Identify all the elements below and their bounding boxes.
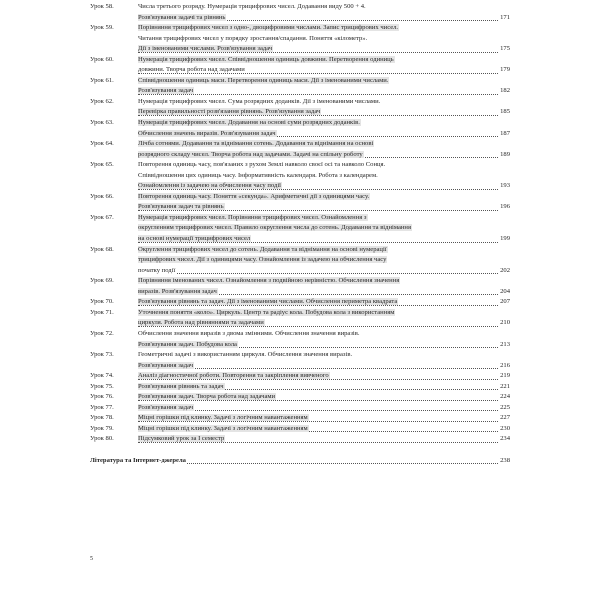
toc-entry: [90, 34, 510, 45]
toc-entry: [90, 361, 510, 372]
dot-leader: [138, 210, 498, 211]
page-ref: 219: [499, 371, 510, 382]
toc-entry: [90, 350, 510, 361]
toc-entry: [90, 129, 510, 140]
lesson-title: Співвідношення одиниць маси. Перетворення одиниць маси. Дії з іменованими числами.: [138, 76, 389, 84]
lesson-number: Урок 78.: [90, 414, 114, 422]
page-ref: 185: [499, 107, 510, 118]
toc-entry: [90, 223, 510, 234]
toc-entry: [90, 297, 510, 308]
lesson-title: розрядного складу чисел. Творча робота над задачами. Задачі на спільну роботу: [138, 150, 363, 158]
toc-entry: [90, 192, 510, 203]
toc-entry: [90, 181, 510, 192]
page-ref: 234: [499, 434, 510, 445]
lesson-title: Нумерація трицифрових чисел. Сума розрядних доданків. Дії з іменованими числами.: [138, 97, 381, 105]
page-ref: 213: [499, 340, 510, 351]
toc-entry: [90, 44, 510, 55]
page-ref: 189: [499, 150, 510, 161]
toc-entry: [90, 118, 510, 129]
toc-entry: [90, 160, 510, 171]
lesson-number: Урок 71.: [90, 308, 114, 316]
lesson-title: довжини. Творча робота над задачами: [138, 66, 245, 74]
toc-entry: [90, 382, 510, 393]
lesson-title: початку події: [138, 266, 176, 274]
lesson-title: Нумерація трицифрових чисел. Додавання на основі суми розрядних доданків.: [138, 119, 360, 127]
page-ref: 238: [499, 456, 510, 467]
toc-entry: [90, 276, 510, 287]
toc-entry: [90, 424, 510, 435]
lesson-number: Урок 64.: [90, 140, 114, 148]
lesson-number: Урок 67.: [90, 213, 114, 221]
toc-entry: [90, 434, 510, 445]
toc-entry: [90, 245, 510, 256]
lesson-number: Урок 59.: [90, 24, 114, 32]
page-ref: 225: [499, 403, 510, 414]
toc-entry: [90, 202, 510, 213]
lesson-title: Лічба сотнями. Додавання та віднімання сотень. Додавання та віднімання на основі: [138, 140, 374, 148]
toc-entry: [90, 413, 510, 424]
page-ref: 202: [499, 266, 510, 277]
lesson-title: Порівняння трицифрових чисел з одно-, двоцифровими числами. Запис трицифрових чисел.: [138, 24, 399, 32]
toc-entry: [90, 392, 510, 403]
lesson-number: Урок 75.: [90, 382, 114, 390]
dot-leader: [138, 305, 498, 306]
page-number: 5: [90, 556, 93, 562]
toc-entry: [90, 76, 510, 87]
page-ref: 216: [499, 361, 510, 372]
page-ref: 175: [499, 44, 510, 55]
lesson-number: Урок 70.: [90, 298, 114, 306]
lesson-title: Числа третього розряду. Нумерація трицифрових чисел. Додавання виду 500 + 4.: [138, 3, 366, 10]
toc-entry: [90, 234, 510, 245]
toc-entry: [90, 371, 510, 382]
dot-leader: [138, 115, 498, 116]
lesson-number: Урок 66.: [90, 192, 114, 200]
lesson-title: Розв'язування задач: [138, 361, 194, 369]
lesson-title: Міцні горішки під клинку. Задачі з логічним навантаженням: [138, 424, 308, 432]
lesson-title: на основі нумерації трицифрових чисел: [138, 235, 251, 243]
lesson-title: виразів. Розв'язування задач: [138, 287, 217, 295]
section-title: Література та Інтернет-джерела: [90, 456, 186, 464]
page-ref: 171: [499, 13, 510, 24]
lesson-number: Урок 69.: [90, 277, 114, 285]
page-ref: 221: [499, 382, 510, 393]
toc-entry: [90, 150, 510, 161]
lesson-title: Розв'язування рівнянь та задач: [138, 382, 224, 390]
lesson-title: Порівняння іменованих чисел. Ознайомлення з подвійною нерівністю. Обчислення значення: [138, 277, 400, 285]
lesson-title: Розв'язування рівнянь та задач. Дії з іменованими числами. Обчислення периметра квадрата: [138, 298, 398, 306]
toc-entry: [90, 86, 510, 97]
page-ref: 227: [499, 413, 510, 424]
lesson-title: Обчислення значень виразів. Розв'язування задач: [138, 129, 276, 137]
page-ref: 224: [499, 392, 510, 403]
lesson-title: Міцні горішки під клинку. Задачі з логічним навантаженням: [138, 414, 308, 422]
page-ref: 210: [499, 318, 510, 329]
toc-entry: [90, 340, 510, 351]
lesson-number: Урок 60.: [90, 55, 114, 63]
lesson-number: Урок 58.: [90, 3, 114, 10]
toc-entry: [90, 2, 510, 13]
dot-leader: [138, 442, 498, 443]
lesson-title: округленням трицифрових чисел. Правило округлення числа до сотень. Додавання та віднімання: [138, 224, 411, 232]
toc-entry: [90, 287, 510, 298]
toc-entry: [90, 403, 510, 414]
dot-leader: [138, 421, 498, 422]
lesson-title: Розв'язування задач: [138, 87, 194, 95]
lesson-title: Обчислення значення виразів з двома змінними. Обчислення значення виразів.: [138, 329, 360, 337]
lesson-number: Урок 79.: [90, 424, 114, 432]
lesson-title: Розв'язування задач. Творча робота над задачами: [138, 393, 276, 401]
page-ref: 207: [499, 297, 510, 308]
page-ref: 193: [499, 181, 510, 192]
toc-entry: [90, 266, 510, 277]
toc-entry: [90, 13, 510, 24]
table-of-contents: [90, 2, 510, 466]
toc-entry: [90, 171, 510, 182]
lesson-title: Повторення одиниць часу, пов'язаних з рухом Землі навколо своєї осі та навколо Сонця.: [138, 161, 386, 169]
lesson-title: Нумерація трицифрових чисел. Порівняння трицифрових чисел. Ознайомлення з: [138, 213, 367, 221]
lesson-number: Урок 72.: [90, 329, 114, 337]
toc-entry: [90, 97, 510, 108]
lesson-title: Читання трицифрових чисел у порядку зростання/спадання. Поняття «кілометр».: [138, 34, 368, 42]
dot-leader: [138, 326, 498, 327]
lesson-title: трицифрових чисел. Дії з одиницями часу. Ознайомлення із задачею на обчислення часу: [138, 256, 387, 264]
lesson-title: Розв'язування задач: [138, 403, 194, 411]
lesson-title: Аналіз діагностичної роботи. Повторення та закріплення вивченого: [138, 372, 329, 380]
lesson-title: Підсумковий урок за І семестр: [138, 435, 225, 443]
toc-entry: [90, 456, 510, 467]
page-ref: 179: [499, 65, 510, 76]
page-ref: 204: [499, 287, 510, 298]
toc-entry: [90, 213, 510, 224]
lesson-title: Ознайомлення із задачею на обчислення часу події: [138, 182, 282, 190]
toc-entry: [90, 318, 510, 329]
page-ref: 187: [499, 129, 510, 140]
lesson-title: Розв'язування задач та рівнянь: [138, 203, 224, 211]
lesson-title: Нумерація трицифрових чисел. Співвідношення одиниць довжини. Перетворення одиниць: [138, 55, 394, 63]
lesson-number: Урок 63.: [90, 119, 114, 127]
toc-entry: [90, 139, 510, 150]
toc-entry: [90, 65, 510, 76]
toc-entry: [90, 23, 510, 34]
dot-leader: [138, 273, 498, 274]
lesson-number: Урок 73.: [90, 351, 114, 359]
dot-leader: [138, 94, 498, 95]
lesson-title: Розв'язування задачі та рівнянь: [138, 13, 226, 21]
lesson-number: Урок 62.: [90, 97, 114, 105]
lesson-number: Урок 77.: [90, 403, 114, 411]
lesson-number: Урок 65.: [90, 161, 114, 169]
page-ref: 230: [499, 424, 510, 435]
lesson-number: Урок 76.: [90, 393, 114, 401]
toc-entry: [90, 329, 510, 340]
lesson-title: Перевірка правильності розв'язання рівнянь. Розв'язування задач: [138, 108, 321, 116]
lesson-number: Урок 61.: [90, 76, 114, 84]
toc-entry: [90, 107, 510, 118]
toc-entry: [90, 255, 510, 266]
lesson-title: циркуля. Робота над рівняннями та задачами: [138, 319, 264, 327]
lesson-number: Урок 80.: [90, 435, 114, 443]
lesson-title: Округлення трицифрових чисел до сотень. Додавання та віднімання на основі нумерації: [138, 245, 387, 253]
lesson-title: Розв'язування задач. Побудова кола: [138, 340, 237, 348]
page-ref: 196: [499, 202, 510, 213]
lesson-title: Дії з іменованими числами. Розв'язування задач: [138, 45, 273, 53]
lesson-title: Геометричні задачі з використанням циркуля. Обчислення значення виразів.: [138, 351, 353, 359]
page-ref: 182: [499, 86, 510, 97]
lesson-title: Уточнення поняття «коло». Циркуль. Центр та радіус кола. Побудова кола з використанням: [138, 308, 395, 316]
lesson-number: Урок 68.: [90, 245, 114, 253]
lesson-number: Урок 74.: [90, 372, 114, 380]
toc-entry: [90, 308, 510, 319]
lesson-title: Повторення одиниць часу. Поняття «секунда». Арифметичні дії з одиницями часу.: [138, 192, 370, 200]
toc-entry: [90, 445, 510, 456]
lesson-title: Співвідношення цих одиниць часу. Інформативність календаря. Робота з календарем.: [138, 171, 378, 179]
toc-entry: [90, 55, 510, 66]
page-ref: 199: [499, 234, 510, 245]
